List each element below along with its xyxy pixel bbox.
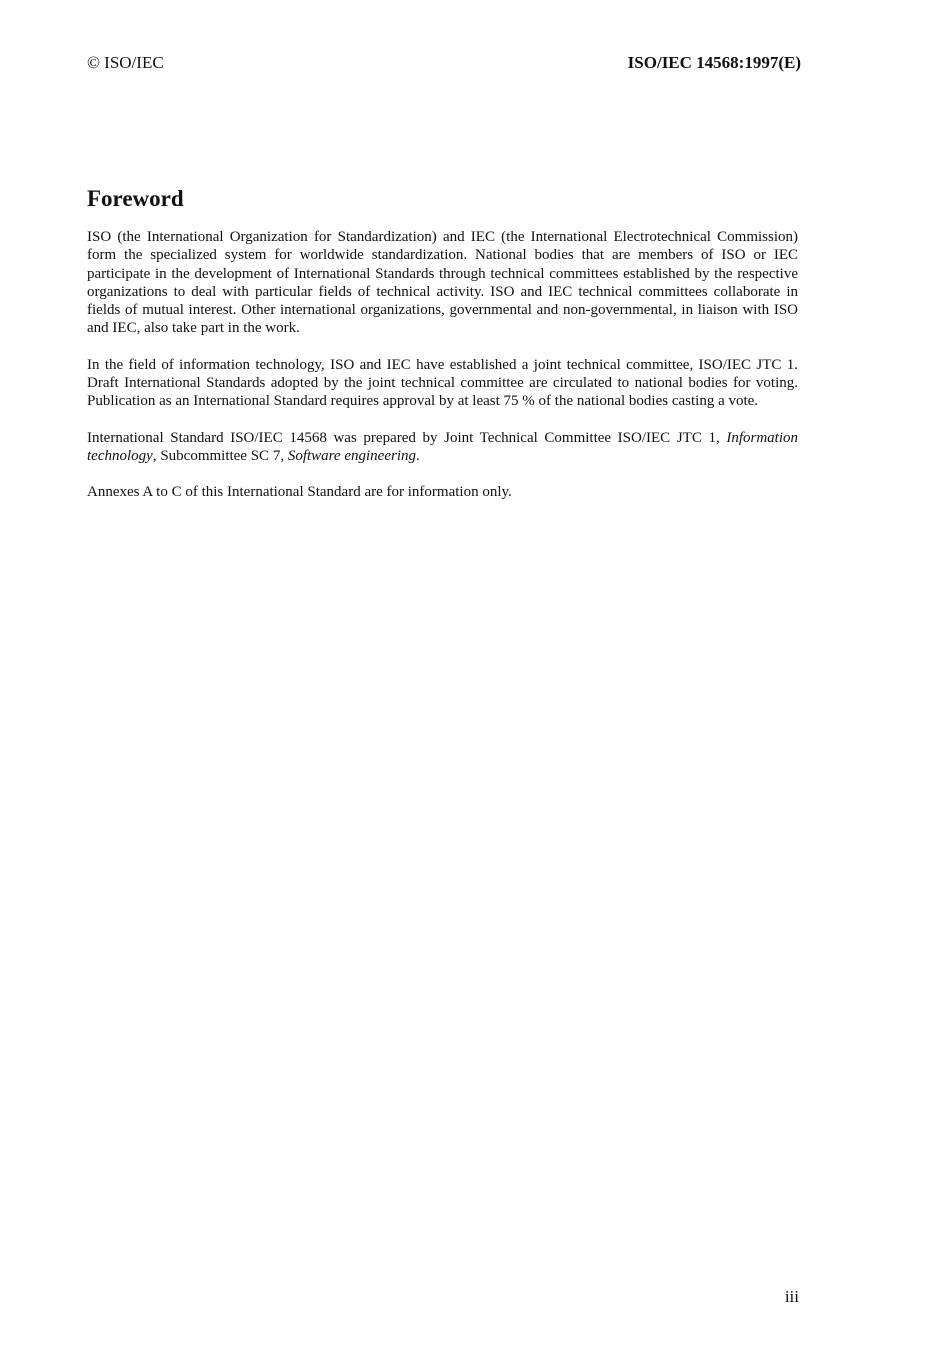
page-number: iii [784,1287,799,1306]
paragraph-annexes: Annexes A to C of this International Standard are for information only. [87,484,512,501]
page-title: Foreword [87,186,184,211]
prepared-by-text-3: . [416,447,420,464]
header-copyright: © ISO/IEC [87,53,164,72]
paragraph-iso-iec-intro: ISO (the International Organization for Standardization) and IEC (the International Electrotechnical Commission) form the specialized system for worldwide standardization. National bodies that are members of ISO or IEC participate in the development of International Standards through technical committees established by the respective organizations to deal with particular fields of technical activity. ISO and IEC technical committees collaborate in fields of mutual interest. Other international organizations, governmental and non-governmental, in liaison with ISO and IEC, also take part in the work. [87,229,798,337]
prepared-by-text-2: , Subcommittee SC 7, [152,447,288,464]
prepared-by-text-1: International Standard ISO/IEC 14568 was prepared by Joint Technical Committee ISO/IEC JTC 1, [87,429,727,446]
header-document-id: ISO/IEC 14568:1997(E) [627,53,801,72]
paragraph-jtc1: In the field of information technology, ISO and IEC have established a joint technical committee, ISO/IEC JTC 1. Draft International Standards adopted by the joint technical committee are circulated to national bodies for voting. Publication as an International Standard requires approval by at least 75 % of the national bodies casting a vote. [87,356,798,410]
foreword-body [87,228,798,520]
subcommittee-title: Software engineering [287,447,416,464]
committee-title: Information technology [87,429,798,464]
paragraph-prepared-by [87,429,798,466]
